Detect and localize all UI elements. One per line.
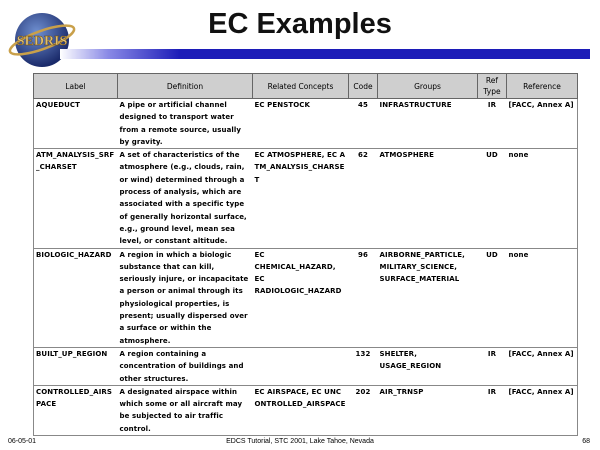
header-ref-type: Ref Type [478, 74, 507, 99]
cell-definition: A designated airspace within which some or all aircraft may be subjected to air traffic control. [118, 385, 253, 435]
cell-related: EC AIRSPACE, EC UNCONTROLLED_AIRSPACE [253, 385, 349, 435]
ec-examples-table [33, 73, 578, 436]
header-label: Label [34, 74, 118, 99]
page-title: EC Examples [208, 8, 392, 40]
cell-code: 62 [349, 149, 378, 248]
footer-event: EDCS Tutorial, STC 2001, Lake Tahoe, Nevada [226, 438, 374, 445]
cell-label: CONTROLLED_AIRSPACE [34, 385, 118, 435]
cell-reference: [FACC, Annex A] [507, 347, 578, 385]
header-reference: Reference [507, 74, 578, 99]
table-row [34, 347, 578, 385]
cell-related [253, 347, 349, 385]
svg-text:SEDRIS: SEDRIS [16, 34, 68, 49]
cell-ref-type: IR [478, 347, 507, 385]
cell-label: AQUEDUCT [34, 99, 118, 149]
footer-date: 06-05-01 [8, 438, 37, 445]
cell-reference: none [507, 248, 578, 347]
cell-ref-type: UD [478, 248, 507, 347]
header-code: Code [349, 74, 378, 99]
cell-groups: INFRASTRUCTURE [378, 99, 478, 149]
cell-code: 132 [349, 347, 378, 385]
table-row [34, 248, 578, 347]
header-definition: Definition [118, 74, 253, 99]
cell-ref-type: UD [478, 149, 507, 248]
cell-label: ATM_ANALYSIS_SRF_CHARSET [34, 149, 118, 248]
cell-groups: SHELTER, USAGE_REGION [378, 347, 478, 385]
cell-groups: AIRBORNE_PARTICLE, MILITARY_SCIENCE, SURFACE_MATERIAL [378, 248, 478, 347]
cell-ref-type: IR [478, 385, 507, 435]
cell-code: 202 [349, 385, 378, 435]
cell-code: 45 [349, 99, 378, 149]
cell-reference: [FACC, Annex A] [507, 385, 578, 435]
cell-related: EC CHEMICAL_HAZARD, EC RADIOLOGIC_HAZARD [253, 248, 349, 347]
table-row [34, 99, 578, 149]
title-underline [180, 49, 590, 59]
cell-groups: AIR_TRNSP [378, 385, 478, 435]
cell-reference: [FACC, Annex A] [507, 99, 578, 149]
title-underline-gradient [60, 49, 180, 59]
header-groups: Groups [378, 74, 478, 99]
cell-groups: ATMOSPHERE [378, 149, 478, 248]
cell-definition: A set of characteristics of the atmosphere (e.g., clouds, rain, or wind) determined through a process of analysis, which are associated with a specific type of generally horizontal surface, e.g., ground level, mean sea level, or constant altitude. [118, 149, 253, 248]
cell-related: EC ATMOSPHERE, EC ATM_ANALYSIS_CHARSET [253, 149, 349, 248]
header-related-concepts: Related Concepts [253, 74, 349, 99]
cell-label: BIOLOGIC_HAZARD [34, 248, 118, 347]
cell-label: BUILT_UP_REGION [34, 347, 118, 385]
table-row [34, 385, 578, 435]
cell-definition: A region containing a concentration of buildings and other structures. [118, 347, 253, 385]
cell-definition: A region in which a biologic substance that can kill, seriously injure, or incapacitate a person or animal through its physiological properties, is present; usually dispersed over a surface or within the atmosphere. [118, 248, 253, 347]
cell-related: EC PENSTOCK [253, 99, 349, 149]
footer-page-number: 68 [582, 438, 590, 445]
cell-definition: A pipe or artificial channel designed to transport water from a remote source, usually by gravity. [118, 99, 253, 149]
table-header-row [34, 74, 578, 99]
cell-code: 96 [349, 248, 378, 347]
cell-reference: none [507, 149, 578, 248]
table-row [34, 149, 578, 248]
cell-ref-type: IR [478, 99, 507, 149]
